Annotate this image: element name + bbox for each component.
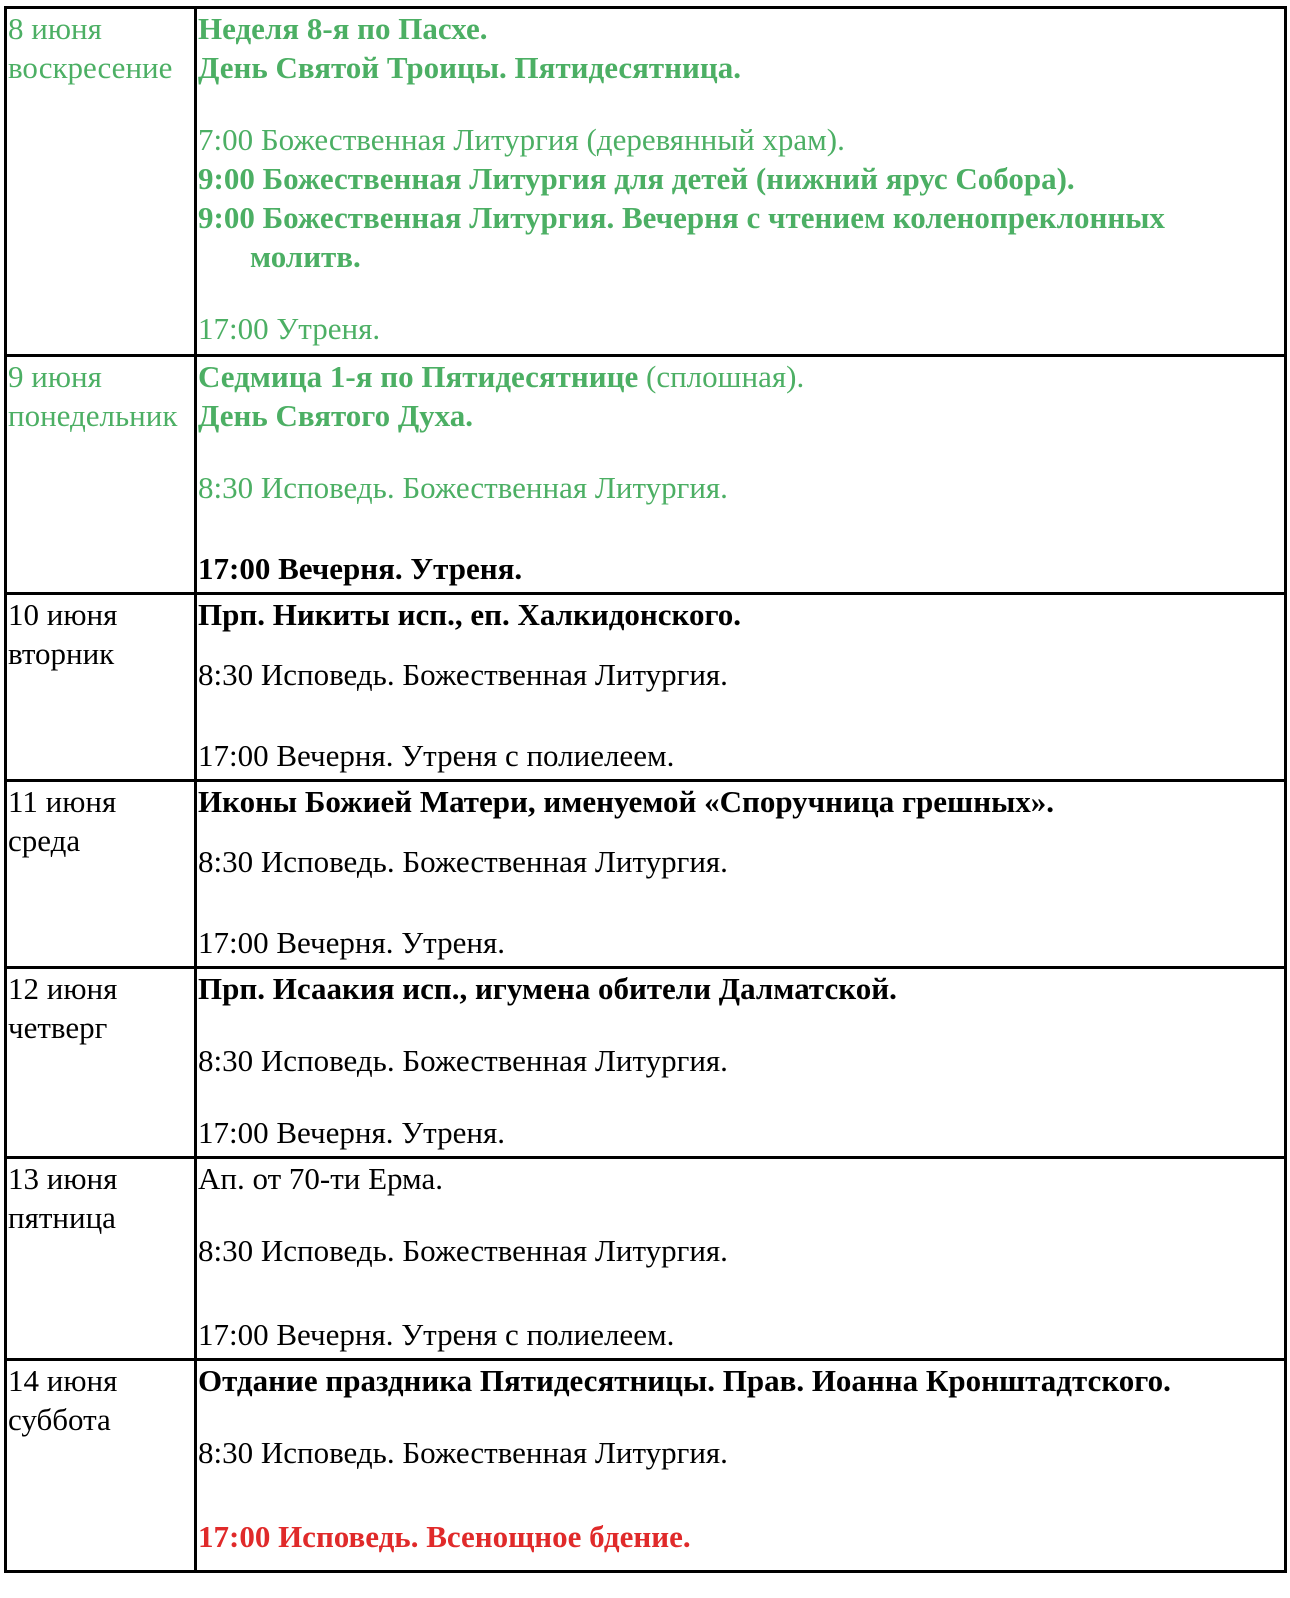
- date: 10 июня: [8, 597, 118, 632]
- events-cell: [196, 8, 1286, 356]
- service-entry: 8:30 Исповедь. Божественная Литургия.: [198, 1043, 728, 1078]
- service-entry: 9:00 Божественная Литургия. Вечерня с чтением коленопреклонных: [198, 200, 1165, 235]
- date-cell: [6, 356, 196, 594]
- service-entry: 8:30 Исповедь. Божественная Литургия.: [198, 1233, 728, 1268]
- feast-title-bold: Седмица 1-я по Пятидесятнице: [198, 359, 639, 394]
- service-entry: 8:30 Исповедь. Божественная Литургия.: [198, 844, 728, 879]
- date-cell: [6, 8, 196, 356]
- events-cell: [196, 968, 1286, 1158]
- weekday: понедельник: [8, 398, 178, 433]
- service-entry: 17:00 Вечерня. Утреня.: [198, 1115, 505, 1150]
- service-entry-continued: молитв.: [250, 239, 361, 274]
- date-cell: [6, 594, 196, 781]
- table-row: [6, 356, 1286, 594]
- events-cell: [196, 594, 1286, 781]
- date-cell: [6, 1360, 196, 1572]
- feast-title-note: (сплошная).: [638, 359, 805, 394]
- weekday: среда: [8, 823, 81, 858]
- service-entry: 17:00 Вечерня. Утреня с полиелеем.: [198, 1317, 675, 1352]
- table-row: [6, 968, 1286, 1158]
- feast-title: [198, 357, 1284, 396]
- service-entry: 17:00 Вечерня. Утреня.: [198, 551, 523, 586]
- service-entry: 8:30 Исповедь. Божественная Литургия.: [198, 657, 728, 692]
- service-entry: 17:00 Вечерня. Утреня.: [198, 925, 505, 960]
- date: 9 июня: [8, 359, 102, 394]
- table-row: [6, 8, 1286, 356]
- events-cell: [196, 1360, 1286, 1572]
- service-entry: 8:30 Исповедь. Божественная Литургия.: [198, 470, 728, 505]
- feast-title: День Святого Духа.: [198, 398, 474, 433]
- weekday: вторник: [8, 636, 115, 671]
- feast-title: День Святой Троицы. Пятидесятница.: [198, 50, 741, 85]
- feast-title: Прп. Никиты исп., еп. Халкидонского.: [198, 597, 742, 632]
- schedule-table: [4, 6, 1287, 1573]
- events-cell: [196, 1158, 1286, 1360]
- service-entry: 7:00 Божественная Литургия (деревянный храм).: [198, 122, 845, 157]
- table-row: [6, 594, 1286, 781]
- events-cell: [196, 781, 1286, 968]
- date: 11 июня: [8, 784, 117, 819]
- date: 12 июня: [8, 971, 118, 1006]
- service-entry: 17:00 Исповедь. Всенощное бдение.: [198, 1519, 691, 1554]
- service-entry: 9:00 Божественная Литургия для детей (нижний ярус Собора).: [198, 161, 1075, 196]
- date: 14 июня: [8, 1363, 118, 1398]
- feast-title: Прп. Исаакия исп., игумена обители Далматской.: [198, 971, 897, 1006]
- feast-title: Неделя 8-я по Пасхе.: [198, 11, 488, 46]
- feast-title: Иконы Божией Матери, именуемой «Споручница грешных».: [198, 784, 1055, 819]
- weekday: четверг: [8, 1010, 108, 1045]
- table-row: [6, 1360, 1286, 1572]
- table-row: [6, 1158, 1286, 1360]
- service-entry: 17:00 Вечерня. Утреня с полиелеем.: [198, 738, 675, 773]
- weekday: суббота: [8, 1402, 111, 1437]
- date-cell: [6, 968, 196, 1158]
- weekday: пятница: [8, 1200, 116, 1235]
- feast-title: Ап. от 70-ти Ерма.: [198, 1161, 443, 1196]
- date: 13 июня: [8, 1161, 118, 1196]
- date-cell: [6, 781, 196, 968]
- date: 8 июня: [8, 11, 102, 46]
- feast-title: Отдание праздника Пятидесятницы. Прав. Иоанна Кронштадтского.: [198, 1363, 1171, 1398]
- service-entry: 8:30 Исповедь. Божественная Литургия.: [198, 1435, 728, 1470]
- weekday: воскресение: [8, 50, 173, 85]
- service-entry: 17:00 Утреня.: [198, 311, 381, 346]
- events-cell: [196, 356, 1286, 594]
- table-row: [6, 781, 1286, 968]
- date-cell: [6, 1158, 196, 1360]
